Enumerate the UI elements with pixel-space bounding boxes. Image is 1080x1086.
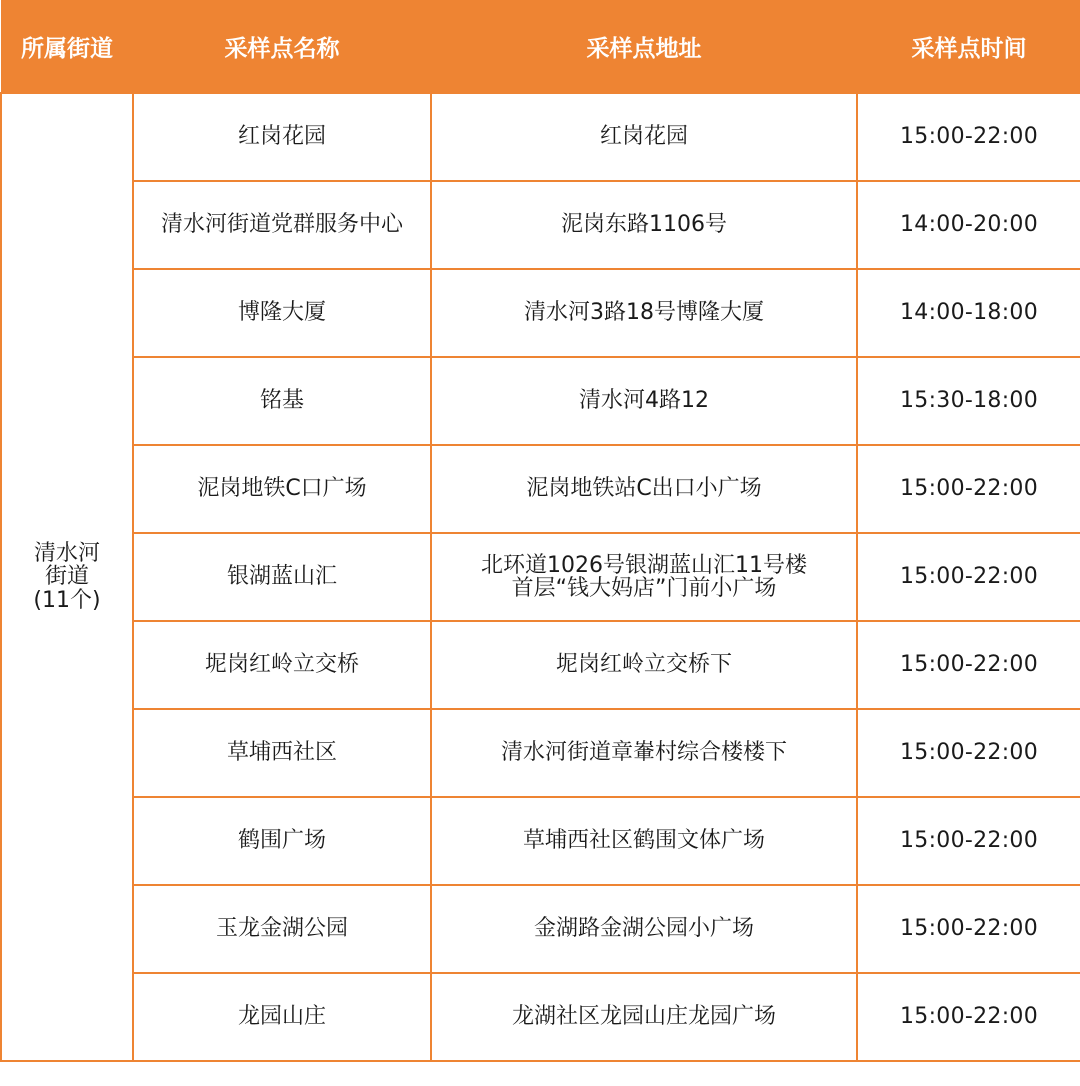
header-name: 采样点名称 <box>133 0 431 93</box>
site-address: 草埔西社区鹤围文体广场 <box>431 797 857 885</box>
site-name: 鹤围广场 <box>133 797 431 885</box>
table-row <box>1 445 1080 533</box>
site-time: 15:00-22:00 <box>857 445 1080 533</box>
site-name: 铭基 <box>133 357 431 445</box>
site-name: 龙园山庄 <box>133 973 431 1061</box>
table-row <box>1 533 1080 621</box>
site-address: 坭岗红岭立交桥下 <box>431 621 857 709</box>
street-cell <box>1 93 133 1061</box>
site-address-line2: 首层“钱大妈店”门前小广场 <box>511 576 777 601</box>
table-header-row <box>1 0 1080 93</box>
table-row <box>1 973 1080 1061</box>
site-time: 15:00-22:00 <box>857 621 1080 709</box>
header-address: 采样点地址 <box>431 0 857 93</box>
header-time: 采样点时间 <box>857 0 1080 93</box>
site-address: 清水河3路18号博隆大厦 <box>431 269 857 357</box>
site-name: 清水河街道党群服务中心 <box>133 181 431 269</box>
site-name: 坭岗红岭立交桥 <box>133 621 431 709</box>
site-name: 玉龙金湖公园 <box>133 885 431 973</box>
site-time: 15:30-18:00 <box>857 357 1080 445</box>
table-row <box>1 797 1080 885</box>
street-name-line1: 清水河 <box>33 541 100 567</box>
table-row <box>1 621 1080 709</box>
site-time: 15:00-22:00 <box>857 885 1080 973</box>
site-time: 15:00-22:00 <box>857 973 1080 1061</box>
street-count: (11个) <box>33 587 101 613</box>
site-address: 泥岗地铁站C出口小广场 <box>431 445 857 533</box>
site-time: 14:00-20:00 <box>857 181 1080 269</box>
site-time: 14:00-18:00 <box>857 269 1080 357</box>
site-name: 草埔西社区 <box>133 709 431 797</box>
table-row <box>1 885 1080 973</box>
site-address: 清水河4路12 <box>431 357 857 445</box>
site-name: 红岗花园 <box>133 93 431 181</box>
street-name-line2: 街道 <box>44 564 89 590</box>
site-time: 15:00-22:00 <box>857 709 1080 797</box>
site-time: 15:00-22:00 <box>857 93 1080 181</box>
site-address <box>431 533 857 621</box>
table-row <box>1 269 1080 357</box>
table-row <box>1 709 1080 797</box>
site-address: 红岗花园 <box>431 93 857 181</box>
site-address-line1: 北环道1026号银湖蓝山汇11号楼 <box>481 552 807 578</box>
site-name: 银湖蓝山汇 <box>133 533 431 621</box>
site-time: 15:00-22:00 <box>857 797 1080 885</box>
site-address: 清水河街道章輋村综合楼楼下 <box>431 709 857 797</box>
site-name: 泥岗地铁C口广场 <box>133 445 431 533</box>
site-name: 博隆大厦 <box>133 269 431 357</box>
site-address: 龙湖社区龙园山庄龙园广场 <box>431 973 857 1061</box>
site-address: 泥岗东路1106号 <box>431 181 857 269</box>
table-row <box>1 357 1080 445</box>
site-time: 15:00-22:00 <box>857 533 1080 621</box>
site-address: 金湖路金湖公园小广场 <box>431 885 857 973</box>
header-street: 所属街道 <box>1 0 133 93</box>
table-row <box>1 181 1080 269</box>
table-row <box>1 93 1080 181</box>
